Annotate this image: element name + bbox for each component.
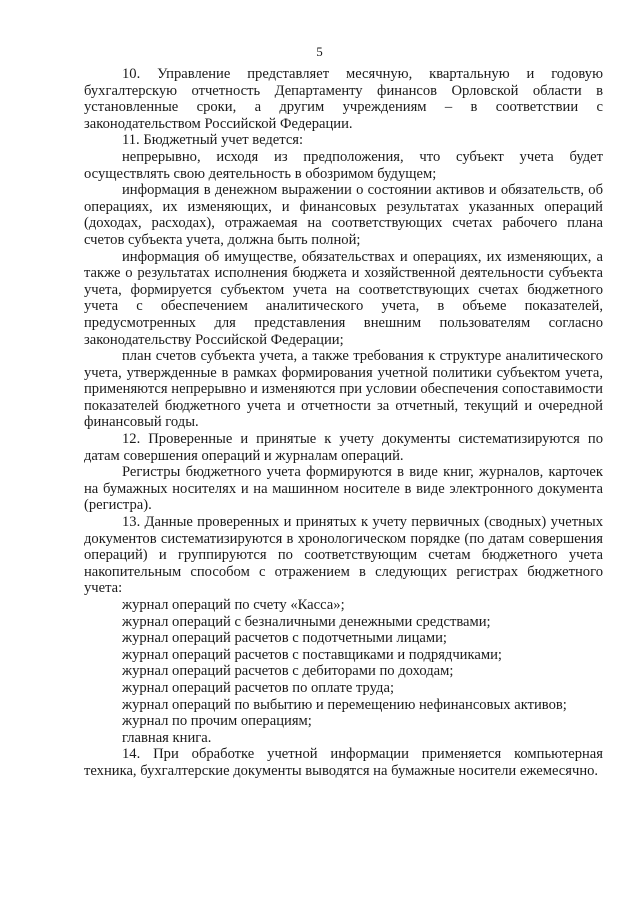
paragraph-11-continuity: непрерывно, исходя из предположения, что субъект учета будет осуществлять свою деятельность в обозримом будущем; <box>84 148 603 182</box>
paragraph-11-chart-of-accounts: план счетов субъекта учета, а также требования к структуре аналитического учета, утвержденные в рамках формирования учетной политики субъектом учета, применяются непрерывно и изменяются при условии обеспечения сопоставимости показателей бюджетного учета и отчетности за отчетный, текущий и очередной финансовый годы. <box>84 348 603 431</box>
register-item-cash: журнал операций по счету «Касса»; <box>122 597 345 613</box>
paragraph-11-property-info: информация об имуществе, обязательствах и операциях, их изменяющих, а также о результатах исполнения бюджета и хозяйственной деятельности субъекта учета, формируется субъектом учета на соответствующих счетах бюджетного учета с обеспечением аналитического учета, в объеме показателей, предусмотренных для представления внешним пользователям согласно законодательству Российской Федерации; <box>84 248 603 348</box>
register-item-nonfinancial-assets: журнал операций по выбытию и перемещению нефинансовых активов; <box>122 696 567 713</box>
paragraph-11-completeness: информация в денежном выражении о состоянии активов и обязательств, об операциях, их изменяющих, и финансовых результатах указанных операций (доходах, расходах), отражаемая на соответствующих счетах рабочего плана счетов субъекта учета, должна быть полной; <box>84 182 603 248</box>
paragraph-12-registers: Регистры бюджетного учета формируются в виде книг, журналов, карточек на бумажных носителях и на машинном носителе в виде электронного документа (регистра). <box>84 464 603 514</box>
paragraph-12-systematization: 12. Проверенные и принятые к учету документы систематизируются по датам совершения операций и журналам операций. <box>84 431 603 464</box>
register-item-other: журнал по прочим операциям; <box>122 713 312 730</box>
paragraph-13-data: 13. Данные проверенных и принятых к учету первичных (сводных) учетных документов систематизируются в хронологическом порядке (по датам совершения операций) и группируются по соответствующим счетам бюджетного учета накопительным способом с отражением в следующих регистрах бюджетного учета: <box>84 514 603 597</box>
register-item-accountable-persons: журнал операций расчетов с подотчетными лицами; <box>122 630 447 647</box>
register-item-payroll: журнал операций расчетов по оплате труда; <box>122 679 395 696</box>
page-number: 5 <box>316 44 323 59</box>
paragraph-14-computer-processing: 14. При обработке учетной информации применяется компьютерная техника, бухгалтерские документы выводятся на бумажные носители ежемесячно. <box>84 746 603 779</box>
document-body <box>84 66 603 780</box>
register-item-debtors: журнал операций расчетов с дебиторами по доходам; <box>122 663 454 680</box>
paragraph-11-heading: 11. Бюджетный учет ведется: <box>122 132 304 149</box>
register-item-suppliers: журнал операций расчетов с поставщиками и подрядчиками; <box>122 646 502 663</box>
paragraph-10-reporting: 10. Управление представляет месячную, квартальную и годовую бухгалтерскую отчетность Департаменту финансов Орловской области в установленные сроки, а другим учреждениям – в соответствии с законодательством Российской Федерации. <box>84 66 603 132</box>
register-item-noncash: журнал операций с безналичными денежными средствами; <box>122 613 491 630</box>
register-item-general-ledger: главная книга. <box>122 729 212 746</box>
